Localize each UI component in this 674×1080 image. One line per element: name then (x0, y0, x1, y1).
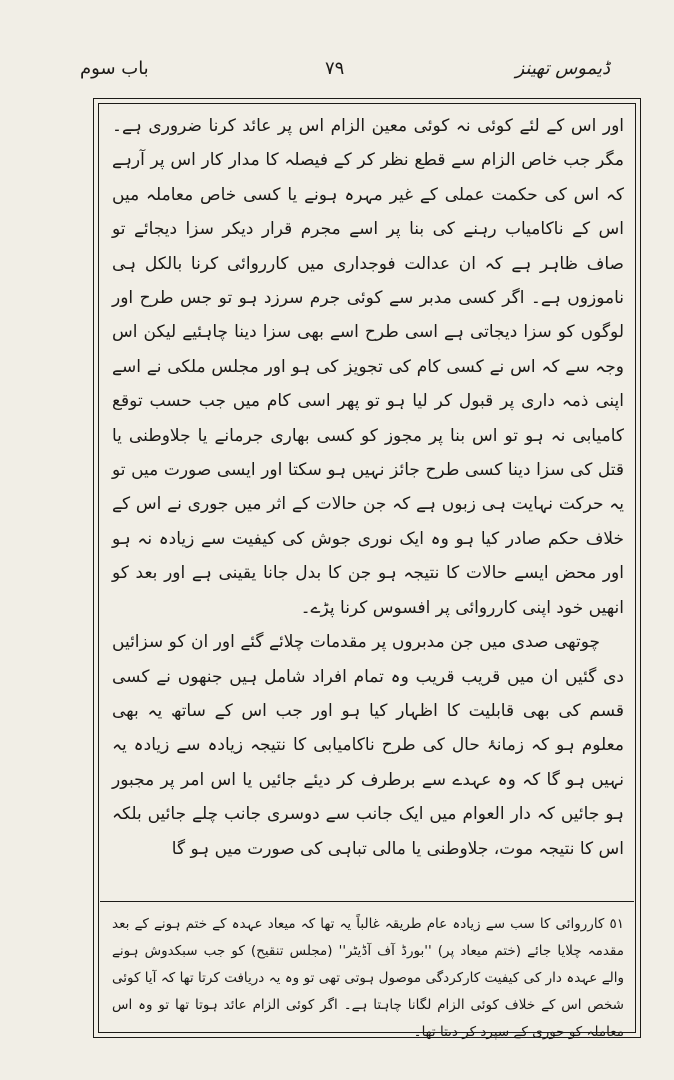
footnote-text: ٥١ کارروائی کا سب سے زیادہ عام طریقہ غالباً یہ تھا کہ میعاد عہدہ کے ختم ہونے کے بعد مقدمہ چلایا جائے (ختم میعاد پر) ''بورڈ آف آڈیٹر'' (مجلس تنقیح) کو جب سبکدوش ہونے والے عہدہ دار کی کیفیت کارکردگی موصول ہوتی تھی تو وہ یہ دریافت کرتا تھا کہ آیا کوئی شخص اس کے خلاف کوئی الزام لگانا چاہتا ہے۔ اگر کوئی الزام عائد ہوتا تھا تو وہ اس معاملہ کو جوری کے سپرد کر دیتا تھا۔ (112, 916, 624, 1040)
footnote-divider (100, 901, 634, 902)
page-number: ٧٩ (325, 58, 345, 79)
main-text (112, 109, 624, 889)
text-frame (93, 98, 641, 1038)
book-title: ڈیموس تھینز (515, 58, 610, 79)
footnote (112, 911, 624, 1040)
paragraph-2: چوتھی صدی میں جن مدبروں پر مقدمات چلائے گئے اور ان کو سزائیں دی گئیں ان میں قریب قریب وہ تمام افراد شامل ہیں جنھوں نے کسی قسم کی بھی قابلیت کا اظہار کیا ہو اور جب اس کے ساتھ یہ بھی معلوم ہو کہ زمانۂ حال کی طرح ناکامیابی کا نتیجہ زیادہ سے زیادہ یہ نہیں ہو گا کہ وہ عہدے سے برطرف کر دیئے جائیں یا اس امر پر مجبور ہو جائیں کہ دار العوام میں ایک جانب سے دوسری جانب چلے جائیں بلکہ اس کا نتیجہ موت، جلاوطنی یا مالی تباہی کی صورت میں ہو گا (112, 632, 624, 859)
page-header (80, 58, 610, 94)
paragraph-1: اور اس کے لئے کوئی نہ کوئی معین الزام اس پر عائد کرنا ضروری ہے۔ مگر جب خاص الزام سے قطع نظر کر کے فیصلہ کا مدار کار اس پر آرہے کہ اس کی حکمت عملی کے غیر مہرہ ہونے یا کسی خاص معاملہ میں اس کے ناکامیاب رہنے کی بنا پر اسے مجرم قرار دیکر سزا دیجائے تو صاف ظاہر ہے کہ ان عدالت فوجداری میں کارروائی کرنا بالکل ہی ناموزوں ہے۔ اگر کسی مدبر سے کوئی جرم سرزد ہو تو جس طرح اور لوگوں کو سزا دیجاتی ہے اسی طرح اسے بھی سزا دینا چاہئیے لیکن اس وجہ سے کہ اس نے کسی کام کی تجویز کی ہو اور مجلس ملکی نے اسے اپنی ذمہ داری پر قبول کر لیا ہو تو پھر اسی کام میں جب حسب توقع کامیابی نہ ہو تو اس بنا پر مجوز کو کسی بھاری جرمانے یا جلاوطنی یا قتل کی سزا دینا کسی طرح جائز نہیں ہو سکتا اور ایسی صورت میں تو یہ حرکت نہایت ہی زبوں ہے کہ جن حالات کے اثر میں جوری نے اس کے خلاف حکم صادر کیا ہو وہ ایک نوری جوش کی کیفیت سے زیادہ نہ ہو اور محض ایسے حالات کا نتیجہ ہو جن کا بدل جانا یقینی ہے اور بعد کو انھیں خود اپنی کارروائی پر افسوس کرنا پڑے۔ (112, 116, 624, 618)
chapter-heading: باب سوم (80, 58, 149, 79)
